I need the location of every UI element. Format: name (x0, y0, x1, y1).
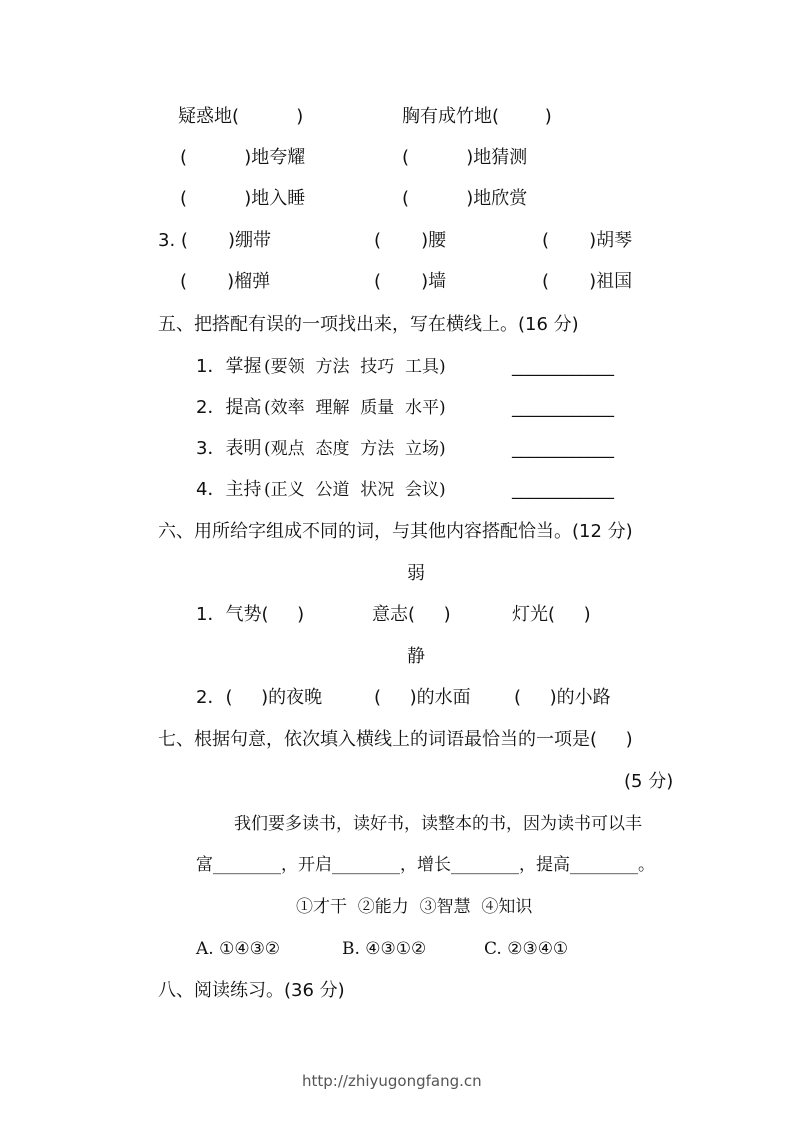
answer-choice: B. ④③①② (342, 939, 427, 959)
given-character: 弱 (407, 563, 425, 584)
fill-blank-item: 1．气势( ) (196, 604, 305, 625)
points-label: (5 分) (624, 771, 674, 792)
answer-choice: C. ②③④① (484, 939, 569, 959)
footer-url[interactable]: http://zhiyugongfang.cn (302, 1072, 482, 1090)
fill-blank-item: ( )胡琴 (542, 230, 633, 251)
section-heading: 六、用所给字组成不同的词，与其他内容搭配恰当。(12 分) (158, 521, 633, 542)
fill-blank-item: 疑惑地( ) (178, 106, 304, 127)
fill-blank-item: ( )地猜测 (402, 147, 528, 168)
word-options: (要领 方法 技巧 工具) (264, 357, 446, 377)
question-number: 4．主持 (196, 479, 262, 500)
question-number: 3．表明 (196, 438, 262, 459)
answer-choice: A. ①④③② (196, 939, 281, 959)
passage-line: 富________，开启________，增长________，提高________。 (196, 855, 655, 875)
answer-blank: ____________ (512, 480, 614, 500)
fill-blank-item: 2．( )的夜晚 (196, 687, 323, 708)
given-character: 静 (407, 646, 425, 667)
fill-blank-item: ( )的水面 (374, 687, 471, 708)
answer-blank: ____________ (512, 439, 614, 459)
fill-blank-item: 灯光( ) (512, 604, 591, 625)
fill-blank-item: ( )祖国 (542, 271, 633, 292)
question-number: 1．掌握 (196, 356, 262, 377)
word-options: (效率 理解 质量 水平) (264, 398, 446, 418)
fill-blank-item: 3. ( )绷带 (158, 230, 271, 251)
section-heading: 八、阅读练习。(36 分) (158, 980, 345, 1001)
fill-blank-item: ( )地入睡 (180, 188, 306, 209)
fill-blank-item: ( )腰 (374, 230, 447, 251)
fill-blank-item: ( )地欣赏 (402, 188, 528, 209)
fill-blank-item: 胸有成竹地( ) (402, 106, 552, 127)
answer-blank: ____________ (512, 357, 614, 377)
question-number: 2．提高 (196, 397, 262, 418)
fill-blank-item: ( )墙 (374, 271, 447, 292)
answer-blank: ____________ (512, 398, 614, 418)
word-choices: ①才干 ②能力 ③智慧 ④知识 (296, 897, 533, 917)
section-heading: 七、根据句意，依次填入横线上的词语最恰当的一项是( ) (158, 729, 633, 750)
fill-blank-item: ( )的小路 (514, 687, 611, 708)
word-options: (观点 态度 方法 立场) (264, 439, 446, 459)
fill-blank-item: 意志( ) (372, 604, 451, 625)
passage-line: 我们要多读书，读好书，读整本的书，因为读书可以丰 (234, 814, 642, 834)
section-heading: 五、把搭配有误的一项找出来，写在横线上。(16 分) (158, 314, 579, 335)
word-options: (正义 公道 状况 会议) (264, 480, 446, 500)
fill-blank-item: ( )榴弹 (180, 271, 271, 292)
fill-blank-item: ( )地夸耀 (180, 147, 306, 168)
